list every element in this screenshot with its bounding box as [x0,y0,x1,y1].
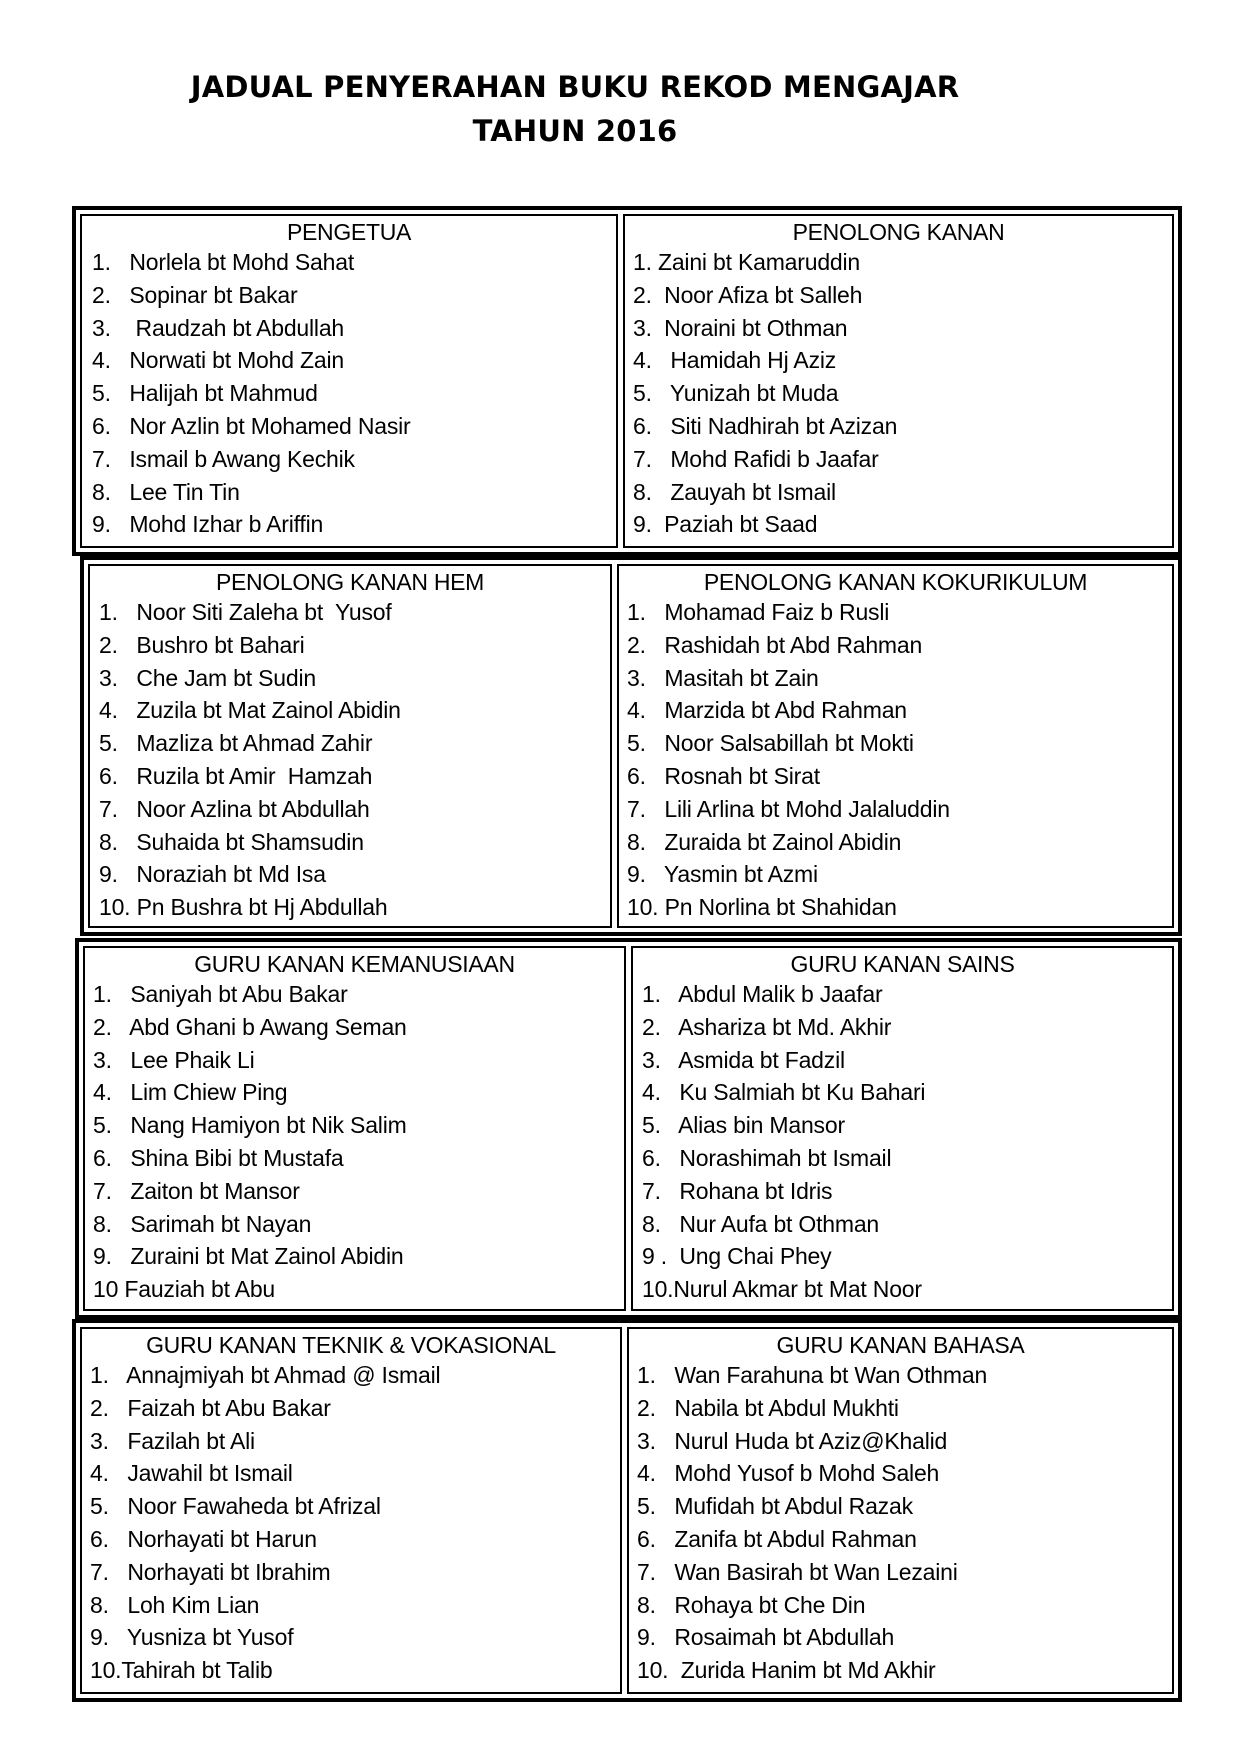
list-item: 9. Rosaimah bt Abdullah [637,1624,895,1651]
list-item: 3. Asmida bt Fadzil [642,1046,845,1073]
list-item: 1. Wan Farahuna bt Wan Othman [637,1362,988,1388]
list-item: 5. Yunizah bt Muda [633,380,839,407]
list-item: 8. Sarimah bt Nayan [93,1210,312,1237]
list-item: 3. Masitah bt Zain [627,664,819,691]
list-item: 5. Alias bin Mansor [642,1112,845,1139]
list-item: 10.Nurul Akmar bt Mat Noor [642,1276,922,1303]
document-year: TAHUN 2016 [472,114,678,148]
section-pengetua [80,214,618,548]
list-item: 7. Norhayati bt Ibrahim [90,1558,331,1585]
list-item: 7. Rohana bt Idris [642,1177,833,1204]
name-list [629,1359,1172,1687]
section-heading: GURU KANAN TEKNIK & VOKASIONAL [146,1332,556,1358]
list-item: 4. Zuzila bt Mat Zainol Abidin [99,697,401,724]
list-item: 10. Zurida Hanim bt Md Akhir [637,1657,936,1684]
list-item: 7. Noor Azlina bt Abdullah [99,795,370,822]
list-item: 3. Lee Phaik Li [93,1046,255,1073]
list-item: 7. Wan Basirah bt Wan Lezaini [637,1558,958,1585]
document-title: JADUAL PENYERAHAN BUKU REKOD MENGAJAR [190,70,960,104]
list-item: 10 Fauziah bt Abu [93,1276,276,1303]
section-guru-kanan-kemanusiaan [83,946,626,1311]
list-item: 10.Tahirah bt Talib [90,1657,273,1684]
section-heading: GURU KANAN SAINS [790,951,1015,977]
list-item: 8. Nur Aufa bt Othman [642,1210,880,1237]
list-item: 10. Pn Norlina bt Shahidan [627,894,897,921]
list-item: 4. Mohd Yusof b Mohd Saleh [637,1460,940,1487]
name-list [619,596,1172,924]
section-penolong-kanan [623,214,1174,548]
list-item: 1. Abdul Malik b Jaafar [642,981,883,1007]
list-item: 2. Nabila bt Abdul Mukhti [637,1394,899,1421]
list-item: 2. Abd Ghani b Awang Seman [93,1013,407,1040]
name-list [82,1359,620,1687]
list-item: 5. Noor Fawaheda bt Afrizal [90,1493,381,1520]
list-item: 1. Mohamad Faiz b Rusli [627,599,890,625]
list-item: 3. Raudzah bt Abdullah [92,314,345,341]
list-item: 7. Mohd Rafidi b Jaafar [633,445,879,472]
list-item: 8. Loh Kim Lian [90,1591,260,1618]
list-item: 1. Zaini bt Kamaruddin [633,249,861,275]
list-item: 9. Mohd Izhar b Ariffin [92,511,324,538]
list-item: 2. Bushro bt Bahari [99,631,305,658]
list-item: 5. Mazliza bt Ahmad Zahir [99,730,373,757]
list-item: 2. Noor Afiza bt Salleh [633,281,863,308]
list-item: 7. Lili Arlina bt Mohd Jalaluddin [627,795,950,822]
list-item: 1. Saniyah bt Abu Bakar [93,981,348,1007]
list-item: 4. Marzida bt Abd Rahman [627,697,907,724]
list-item: 5. Noor Salsabillah bt Mokti [627,730,914,757]
list-item: 1. Norlela bt Mohd Sahat [92,249,355,275]
list-item: 10. Pn Bushra bt Hj Abdullah [99,894,388,921]
section-heading: PENOLONG KANAN KOKURIKULUM [703,569,1088,595]
list-item: 4. Jawahil bt Ismail [90,1460,293,1487]
list-item: 7. Ismail b Awang Kechik [92,445,355,472]
list-item: 8. Zauyah bt Ismail [633,478,836,505]
section-heading: PENOLONG KANAN [792,219,1005,245]
section-guru-kanan-bahasa [627,1327,1174,1694]
list-item: 9. Noraziah bt Md Isa [99,861,326,888]
section-guru-kanan-sains [631,946,1174,1311]
list-item: 6. Ruzila bt Amir Hamzah [99,762,373,789]
list-item: 8. Suhaida bt Shamsudin [99,828,364,855]
list-item: 4. Lim Chiew Ping [93,1079,288,1106]
list-item: 3. Noraini bt Othman [633,314,848,341]
name-list [90,596,610,924]
section-penolong-kanan-kokurikulum [617,564,1174,928]
name-list [82,246,616,541]
list-item: 1. Annajmiyah bt Ahmad @ Ismail [90,1362,441,1388]
list-item: 3. Nurul Huda bt Aziz@Khalid [637,1427,948,1454]
list-item: 9. Yusniza bt Yusof [90,1624,294,1651]
list-item: 6. Norashimah bt Ismail [642,1144,892,1171]
list-item: 5. Halijah bt Mahmud [92,380,318,407]
list-item: 7. Zaiton bt Mansor [93,1177,300,1204]
section-guru-kanan-teknik-vokasional [80,1327,622,1694]
list-item: 4. Hamidah Hj Aziz [633,347,837,374]
list-item: 8. Zuraida bt Zainol Abidin [627,828,902,855]
list-item: 2. Faizah bt Abu Bakar [90,1394,331,1421]
list-item: 9. Zuraini bt Mat Zainol Abidin [93,1243,404,1270]
list-item: 6. Norhayati bt Harun [90,1525,317,1552]
list-item: 2. Sopinar bt Bakar [92,281,298,308]
list-item: 6. Zanifa bt Abdul Rahman [637,1525,917,1552]
list-item: 6. Nor Azlin bt Mohamed Nasir [92,412,411,439]
list-item: 9. Paziah bt Saad [633,511,818,538]
section-heading: PENOLONG KANAN HEM [215,569,485,595]
list-item: 6. Shina Bibi bt Mustafa [93,1144,344,1171]
name-list [633,978,1172,1306]
list-item: 5. Nang Hamiyon bt Nik Salim [93,1112,407,1139]
list-item: 8. Rohaya bt Che Din [637,1591,866,1618]
name-list [625,246,1172,541]
section-heading: PENGETUA [286,219,412,245]
list-item: 3. Fazilah bt Ali [90,1427,255,1454]
section-heading: GURU KANAN KEMANUSIAAN [194,951,515,977]
list-item: 5. Mufidah bt Abdul Razak [637,1493,913,1520]
section-penolong-kanan-hem [88,564,612,928]
list-item: 8. Lee Tin Tin [92,478,240,505]
list-item: 3. Che Jam bt Sudin [99,664,316,691]
list-item: 9. Yasmin bt Azmi [627,861,818,888]
name-list [85,978,624,1306]
list-item: 4. Ku Salmiah bt Ku Bahari [642,1079,926,1106]
list-item: 4. Norwati bt Mohd Zain [92,347,344,374]
list-item: 1. Noor Siti Zaleha bt Yusof [99,599,392,625]
list-item: 2. Rashidah bt Abd Rahman [627,631,923,658]
section-heading: GURU KANAN BAHASA [776,1332,1025,1358]
list-item: 2. Ashariza bt Md. Akhir [642,1013,892,1040]
list-item: 6. Rosnah bt Sirat [627,762,820,789]
list-item: 6. Siti Nadhirah bt Azizan [633,412,898,439]
list-item: 9 . Ung Chai Phey [642,1243,832,1270]
